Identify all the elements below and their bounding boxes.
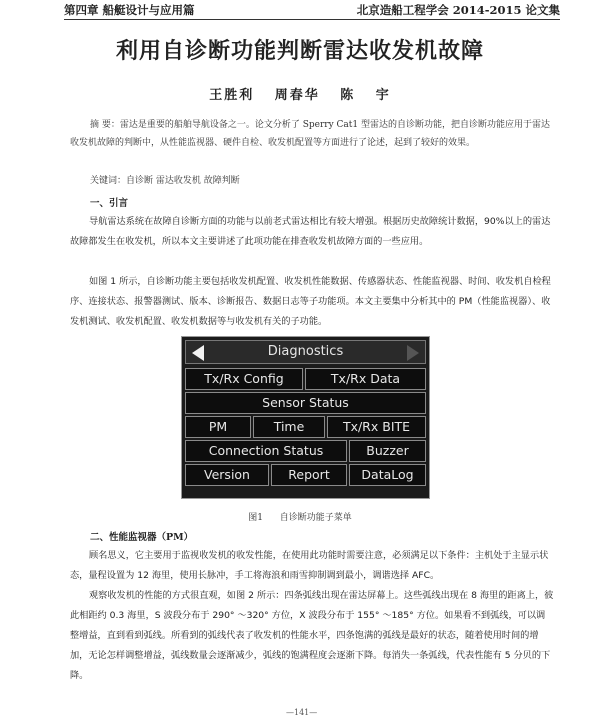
txrx-config-button: Tx/Rx Config bbox=[185, 368, 303, 390]
diagnostics-title-bar bbox=[185, 340, 426, 364]
abstract: 摘 要：雷达是重要的船舶导航设备之一。论文分析了 Sperry Cat1 型雷达的自诊断功能，把自诊断功能应用于雷达收发机故障的判断中，从性能监视器、硬件自检、收发机配置等方面进行了论述，起到了较好的效果。 bbox=[70, 120, 550, 148]
keywords: 关键词：自诊断 雷达收发机 故障判断 bbox=[90, 176, 240, 186]
pm-button: PM bbox=[185, 416, 251, 438]
paragraph-pm-2: 观察收发机的性能的方式很直观，如图 2 所示：四条弧线出现在雷达屏幕上。这些弧线出现在 8 海里的距离上，彼此相距约 0.3 海里，S 波段分布于 290° ～320° 方位，X 波段分布于 155° ～185° 方位。如果看不到弧线，可以调整增益，直到看到弧线。所看到的弧线代表了收发机的性能水平，四条饱满的弧线是最好的状态，随着使用时间的增加，无论怎样调整增益，弧线数量会逐渐减少，弧线的饱满程度会逐渐下降。每消失一条弧线，代表性能有 5 分贝的下降。 bbox=[70, 590, 554, 681]
diagnostics-title: Diagnostics bbox=[267, 344, 344, 359]
section-heading-pm: 二、性能监视器（PM） bbox=[90, 532, 194, 543]
buzzer-button: Buzzer bbox=[349, 440, 426, 462]
connection-status-button: Connection Status bbox=[185, 440, 347, 462]
paragraph-introduction-2: 如图 1 所示，自诊断功能主要包括收发机配置、收发机性能数据、传感器状态、性能监视器、时间、收发机自检程序、连接状态、报警器测试、版本、诊断报告、数据日志等子功能项。本文主要集中分析其中的 PM（性能监视器）、收发机测试、收发机配置、收发机数据等与收发机有关的子功能。 bbox=[70, 276, 551, 327]
txrx-bite-button: Tx/Rx BITE bbox=[327, 416, 426, 438]
paragraph-pm-1: 顾名思义，它主要用于监视收发机的收发性能，在使用此功能时需要注意，必须满足以下条件：主机处于主显示状态，量程设置为 12 海里，使用长脉冲，手工将海浪和雨雪抑制调到最小，调谐选择 AFC。 bbox=[70, 550, 549, 581]
diagnostics-menu-figure bbox=[181, 336, 430, 499]
datalog-button: DataLog bbox=[349, 464, 426, 486]
report-button: Report bbox=[271, 464, 347, 486]
header-rule bbox=[64, 19, 560, 20]
figure-caption: 图1 自诊断功能子菜单 bbox=[248, 513, 352, 523]
txrx-data-button: Tx/Rx Data bbox=[305, 368, 426, 390]
running-head bbox=[64, 2, 560, 18]
page-number: —141— bbox=[286, 708, 318, 717]
paragraph-introduction-1: 导航雷达系统在故障自诊断方面的功能与以前老式雷达相比有较大增强。根据历史故障统计数据，90%以上的雷达故障都发生在收发机，所以本文主要讲述了此项功能在排查收发机故障方面的一些应用。 bbox=[70, 216, 551, 247]
time-button: Time bbox=[253, 416, 325, 438]
authors: 王胜利 周春华 陈 宇 bbox=[209, 88, 391, 103]
sensor-status-button: Sensor Status bbox=[185, 392, 426, 414]
version-button: Version bbox=[185, 464, 269, 486]
section-heading-introduction: 一、引言 bbox=[90, 198, 129, 209]
forward-arrow-icon bbox=[407, 345, 419, 361]
paper-title: 利用自诊断功能判断雷达收发机故障 bbox=[115, 38, 484, 64]
running-head-chapter: 第四章 船艇设计与应用篇 bbox=[64, 3, 195, 17]
running-head-proceedings: 北京造船工程学会 2014-2015 论文集 bbox=[356, 3, 560, 17]
